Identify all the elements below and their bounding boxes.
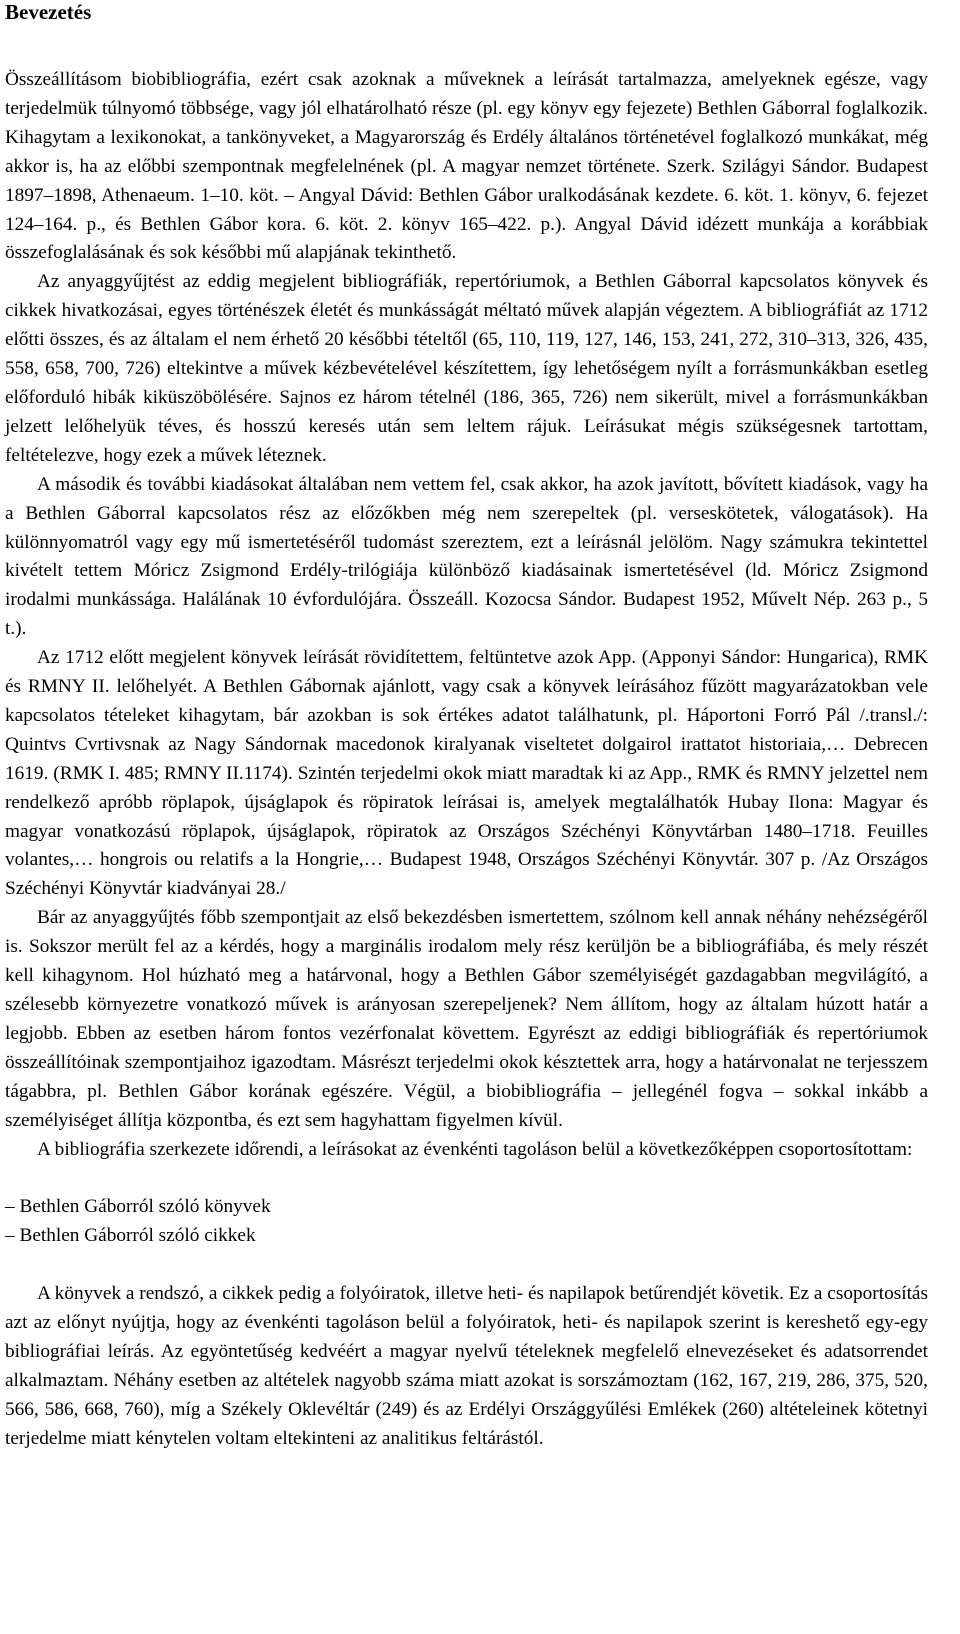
document-title: Bevezetés xyxy=(5,0,92,24)
paragraph-structure: A bibliográfia szerkezete időrendi, a leírásokat az évenkénti tagoláson belül a következőképpen csoportosítottam: xyxy=(37,1138,913,1160)
paragraph-ordering: A könyvek a rendszó, a cikkek pedig a folyóiratok, illetve heti- és napilapok betűrendjét követik. Ez a csoportosítás azt az előnyt nyújtja, hogy az évenkénti tagoláson belül a folyóiratok, heti- és napilapok szerint is kereshető egy-egy bibliográfiai leírás. Az egyöntetűség kedvéért a magyar nyelvű tételeknek megfelelő elnevezéseket és adatsorrendet alkalmaztam. Néhány esetben az altételek nagyobb száma miatt azokat is sorszámoztam (162, 167, 219, 286, 375, 520, 566, 586, 668, 760), míg a Székely Oklevéltár (249) és az Erdélyi Országgyűlési Emlékek (260) altételeinek kötetnyi terjedelme miatt kénytelen voltam eltekinteni az analitikus feltárástól. xyxy=(5,1283,928,1449)
paragraph-scope: Összeállításom biobibliográfia, ezért csak azoknak a műveknek a leírását tartalmazza, amelyeknek egésze, vagy terjedelmük túlnyomó többsége, vagy jól elhatárolható része (pl. egy könyv egy fejezete) Bethlen Gáborral foglalkozik. Kihagytam a lexikonokat, a tankönyveket, a Magyarország és Erdély általános történetével foglalkozó munkákat, még akkor is, ha az előbbi szempontnak megfelelnének (pl. A magyar nemzet története. Szerk. Szilágyi Sándor. Budapest 1897–1898, Athenaeum. 1–10. köt. – Angyal Dávid: Bethlen Gábor uralkodásának kezdete. 6. köt. 1. könyv, 6. fejezet 124–164. p., és Bethlen Gábor kora. 6. köt. 2. könyv 165–422. p.). Angyal Dávid idézett munkája a korábbiak összefoglalásának és sok későbbi mű alapjának tekinthető. xyxy=(5,69,928,264)
grouping-list xyxy=(5,1193,928,1251)
paragraph-editions: A második és további kiadásokat általában nem vettem fel, csak akkor, ha azok javított, bővített kiadások, vagy ha a Bethlen Gáborral kapcsolatos rész az előzőkben még nem szerepeltek (pl. verseskötetek, válogatások). Ha különnyomatról vagy egy mű ismertetéséről tudomást szereztem, ezt a leírásnál jelölöm. Nagy számukra tekintettel kivételt tettem Móricz Zsigmond Erdély-trilógiája különböző kiadásainak ismertetésével (ld. Móricz Zsigmond irodalmi munkássága. Halálának 10 évfordulójára. Összeáll. Kozocsa Sándor. Budapest 1952, Művelt Nép. 263 p., 5 t.). xyxy=(5,473,928,640)
paragraph-pre-1712: Az 1712 előtt megjelent könyvek leírását rövidítettem, feltüntetve azok App. (Apponyi Sándor: Hungarica), RMK és RMNY II. lelőhelyét. A Bethlen Gábornak ajánlott, vagy csak a könyvek leírásához fűzött magyarázatokban vele kapcsolatos tételeket kihagytam, bár azokban is sok értékes adatot találhatunk, pl. Háportoni Forró Pál /.transl./: Quintvs Cvrtivsnak az Nagy Sándornak macedonok kiralyanak viseltetet dolgairol irattatot historiaia,… Debrecen 1619. (RMK I. 485; RMNY II.1174). Szintén terjedelmi okok miatt maradtak ki az App., RMK és RMNY jelzettel nem rendelkező apróbb röplapok, újságlapok és röpiratok leírásai is, amelyek megtalálhatók Hubay Ilona: Magyar és magyar vonatkozású röplapok, újságlapok, röpiratok az Országos Széchényi Könyvtárban 1480–1718. Feuilles volantes,… hongrois ou relatifs a la Hongrie,… Budapest 1948, Országos Széchényi Könyvtár. 307 p. /Az Országos Széchényi Könyvtár kiadványai 28./ xyxy=(5,647,928,900)
spacer xyxy=(5,1251,928,1280)
list-item: – Bethlen Gáborról szóló könyvek xyxy=(5,1196,271,1218)
list-item: – Bethlen Gáborról szóló cikkek xyxy=(5,1225,256,1247)
paragraph-difficulties: Bár az anyaggyűjtés főbb szempontjait az első bekezdésben ismertettem, szólnom kell annak néhány nehézségéről is. Sokszor merült fel az a kérdés, hogy a marginális irodalom mely rész kerüljön be a bibliográfiába, és mely részét kell kihagynom. Hol húzható meg a határvonal, hogy a Bethlen Gábor személyiségét gazdagabban megvilágító, a szélesebb környezetre vonatkozó művek is arányosan szerepeljenek? Nem állítom, hogy az általam húzott határ a legjobb. Ebben az esetben három fontos vezérfonalat követtem. Egyrészt az eddigi bibliográfiák és repertóriumok összeállítóinak szempontjaihoz igazodtam. Másrészt terjedelmi okok késztettek arra, hogy a határvonalat ne terjesszem tágabbra, pl. Bethlen Gábor korának egészére. Végül, a biobibliográfia – jellegénél fogva – sokkal inkább a személyiséget állítja központba, és ezt sem hagyhattam figyelmen kívül. xyxy=(5,907,928,1131)
spacer xyxy=(5,1164,928,1193)
document-body xyxy=(5,66,928,1453)
paragraph-collection-method: Az anyaggyűjtést az eddig megjelent bibliográfiák, repertóriumok, a Bethlen Gáborral kapcsolatos könyvek és cikkek hivatkozásai, egyes történészek életét és munkásságát méltató művek alapján végeztem. A bibliográfiát az 1712 előtti összes, és az általam el nem érhető 20 későbbi tételtől (65, 110, 119, 127, 146, 153, 241, 272, 310–313, 326, 435, 558, 658, 700, 726) eltekintve a művek kézbevételével készítettem, így lehetőségem nyílt a forrásmunkákban esetleg előforduló hibák kiküszöbölésére. Sajnos ez három tételnél (186, 365, 726) nem sikerült, mivel a forrásmunkákban jelzett lelőhelyük téves, és hosszú keresés után sem leltem rájuk. Leírásukat mégis szükségesnek tartottam, feltételezve, hogy ezek a művek léteznek. xyxy=(5,271,928,466)
